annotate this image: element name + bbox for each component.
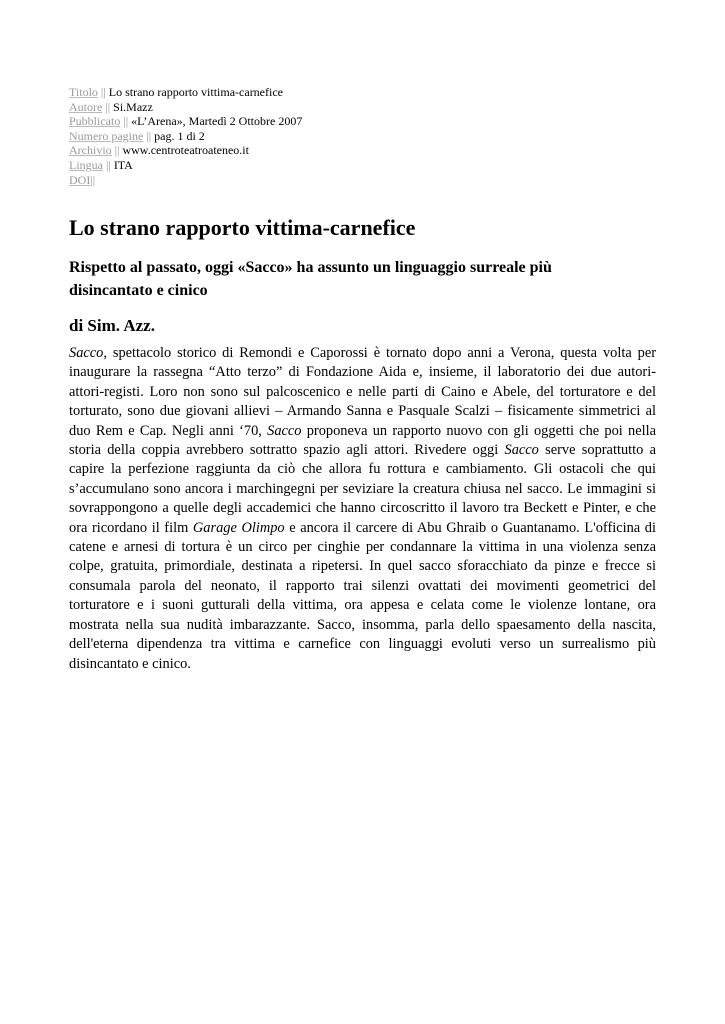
metadata-row-author: [69, 100, 669, 115]
italic-title-text: Sacco: [267, 422, 302, 439]
body-line: [69, 344, 656, 363]
article-author: di Sim. Azz.: [69, 316, 155, 335]
metadata-value: «L’Arena», Martedì 2 Ottobre 2007: [131, 114, 303, 129]
body-line: [69, 480, 656, 499]
italic-title-text: Sacco: [69, 345, 104, 361]
body-text-run: duo Rem e Cap. Negli anni ‘70,: [69, 422, 268, 439]
metadata-separator: ||: [106, 157, 111, 172]
metadata-key-link[interactable]: Autore: [69, 99, 103, 114]
body-text-run: proponeva un rapporto nuovo con gli oggetti che poi nella: [301, 422, 656, 439]
metadata-value: www.centroteatroateneo.it: [122, 143, 249, 158]
article-subtitle: Rispetto al passato, oggi «Sacco» ha assunto un linguaggio surreale più disincantato e cinico: [69, 259, 552, 299]
body-text-run: sovrappongono a quelle degli accademici che hanno circoscritto il lavoro tra Beckett e Pinter, e che: [69, 500, 656, 517]
body-line: [69, 460, 656, 479]
metadata-row-archive: [69, 143, 669, 158]
body-text-run: e ancora il carcere di Abu Ghraib o Guantanamo. L'officina di: [284, 519, 656, 536]
metadata-value: pag. 1 di 2: [154, 128, 205, 143]
metadata-separator: ||: [146, 128, 152, 143]
metadata-separator: ||: [114, 143, 120, 158]
body-text-run: ora ricordano il film: [69, 519, 193, 536]
body-line: [69, 596, 656, 615]
metadata-separator: ||: [105, 99, 111, 114]
body-text-run: dell'eterna dipendenza tra vittima e carnefice con linguaggi evoluti verso un surrealismo più: [69, 636, 656, 653]
body-text-run: disincantato e cinico.: [69, 655, 191, 672]
body-line: [69, 383, 656, 402]
body-line: [69, 577, 656, 596]
italic-title-text: Garage Olimpo: [192, 519, 285, 536]
metadata-row-published: [69, 114, 669, 129]
metadata-row-doi: [69, 173, 669, 188]
metadata-separator: ||: [90, 172, 96, 187]
body-line: [69, 616, 656, 635]
body-line: [69, 441, 656, 460]
body-line: [69, 655, 656, 674]
body-line: [69, 557, 656, 576]
metadata-key-link[interactable]: DOI: [69, 172, 91, 187]
body-text-run: s’accumulano sono ancora i marchingegni per seviziare la creatura chiusa nel sacco. Le immagini si: [69, 480, 656, 497]
metadata-block: [69, 85, 669, 187]
metadata-key-link[interactable]: Archivio: [69, 143, 112, 158]
body-line: [69, 538, 656, 557]
metadata-key-link[interactable]: Titolo: [69, 85, 98, 99]
body-text-run: catene e arnesi di tortura è un circo per cinghie per condannare la vittima in una violenza senza: [69, 539, 656, 556]
body-text-run: capire la perfezione raggiunta da ciò che allora fu rottura e cambiamento. Gli ostacoli che qui: [69, 461, 656, 478]
metadata-key-link[interactable]: Lingua: [69, 157, 103, 172]
italic-title-text: Sacco: [504, 442, 539, 459]
metadata-value: ITA: [113, 157, 133, 172]
article-title: Lo strano rapporto vittima-carnefice: [69, 215, 416, 240]
metadata-row-language: [69, 158, 669, 173]
body-text-run: inaugurare la rassegna “Atto terzo” di Fondazione Aida e, insieme, il laboratorio dei due autori-: [69, 364, 656, 381]
metadata-row-pages: [69, 129, 669, 144]
body-line: [69, 422, 656, 441]
body-text-run: attori-registi. Loro non sono sul palcoscenico e nelle parti di Caino e Abele, del torturatore e del: [69, 383, 656, 400]
body-text-run: mostrata nella sua nudità imbarazzante. Sacco, insomma, parla dello spaesamento della nascita,: [69, 616, 656, 633]
body-line: [69, 402, 656, 421]
body-text-run: serve soprattutto a: [538, 442, 656, 459]
body-line: [69, 519, 656, 538]
metadata-value: Lo strano rapporto vittima-carnefice: [108, 85, 283, 99]
body-text-run: colpe, gratuita, primordiale, destinata a ripetersi. In quel sacco sforacchiato da pinze e frecce si: [69, 558, 656, 575]
body-text-run: storia della coppia avrebbero sottratto spazio agli attori. Rivedere oggi: [69, 442, 505, 459]
body-text-run: , spettacolo storico di Remondi e Caporossi è tornato dopo anni a Verona, questa volta per: [103, 345, 656, 361]
body-text-run: consumala parola del neonato, il rapporto trai silenzi ovattati dei movimenti geometrici del: [69, 577, 656, 594]
body-line: [69, 363, 656, 382]
metadata-separator: ||: [100, 85, 106, 99]
body-line: [69, 499, 656, 518]
metadata-key-link[interactable]: Numero pagine: [69, 128, 144, 143]
body-text-run: torturato, sono due giovani allievi – Armando Sanna e Pasquale Scalzi – fisicamente simmetrici al: [69, 403, 656, 420]
body-line: [69, 635, 656, 654]
metadata-value: Si.Mazz: [113, 99, 153, 114]
metadata-row-title: [69, 85, 669, 100]
article-body: [69, 344, 656, 674]
metadata-key-link[interactable]: Pubblicato: [69, 114, 121, 129]
metadata-separator: ||: [123, 114, 129, 129]
body-text-run: torturatore e i suoni gutturali della vittima, ora appesa e celata come le violenze lontane, ora: [69, 597, 656, 614]
